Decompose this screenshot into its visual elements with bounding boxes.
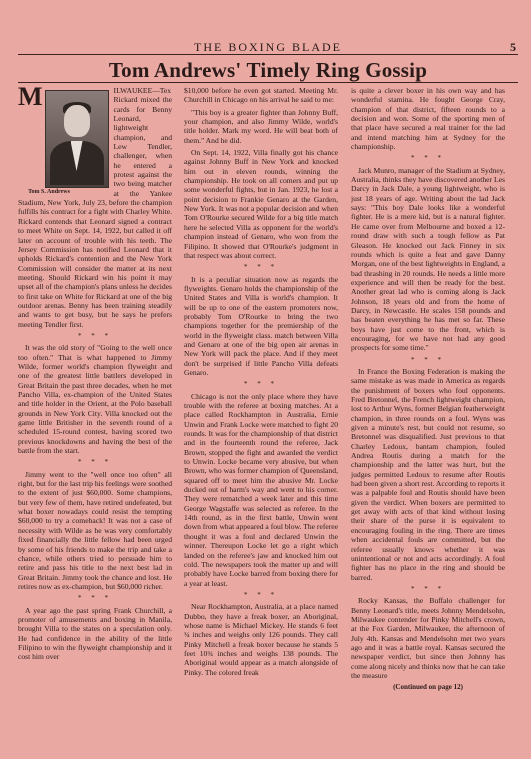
col3-paragraph-3: In France the Boxing Federation is making the same mistake as was made in America as regards the punishment of boxers who foul opponents. Fred Bretonnel, the French lightweight champion, lost to Arthur Wyns, former Belgian featherweight champion, in three rounds on a foul. Wyns was given a minute's rest, but could not resume, so Bretonnel was disqualified. Just previous to that Charley Ledoux, bantam champion, fouled Andrea Routis during a match for the championship and the latter was hurt, but the judges permitted Ledoux to resume after Routis had been given a short rest. According to reports it was a palpable foul and Routis should have been given the verdict. When boxers are permitted to get away with acts of that kind without losing their share of the purse it is equivalent to encouraging fouling in the ring. There are times when accidental fouls are committed, but the referee usually knows whether it was unintentional or not and acts accordingly. A foul fighter has no place in the ring and should be barred. — [351, 366, 505, 582]
separator: * * * — [244, 263, 278, 272]
col2-paragraph-5: Chicago is not the only place where they have trouble with the referee at boxing matches. At a place called Rockhampton in Australia, Ernie Unwin and Frank Locke were matched to fight 20 rounds. It was for the championship of that district and in the fourteenth round the referee, Jack Brown, stopped the fight and awarded the verdict to Unwin. Locke became very abusive, but when Brown, who was former champion of Queensland, squared off to meet him the abusive Mr. Locke ducked out of harm's way and went to his corner. They were rematched a week later and this time George Wagstaffe was selected as referee. In the 14th round, as in the first battle, Unwin went down from what appeared a foul blow. The referee thought it was a foul and declared Unwin the winner. Thereupon Locke let go a right which landed on the referee's jaw and knocked him out cold. The newspapers took the matter up and will probably have Locke barred from boxing there for a year at least. — [184, 391, 338, 588]
article-title: Tom Andrews' Timely Ring Gossip — [108, 58, 428, 82]
separator: * * * — [411, 154, 445, 163]
col1-paragraph-2: It was the old story of "Going to the well once too often." That is what happened to Jimmy Wilde, former world's champion flyweight and one of the greatest little battlers developed in Great Britain the past three decades, when he met Pancho Villa, ex-champion of the United States and title holder in the Orient, at the Polo baseball grounds in New York City. Villa knocked out the game little Britisher in the seventh round of a scheduled 15-round contest, having scored two previous knockdowns and having the best of the battle from the start. — [18, 343, 172, 456]
col3-paragraph-2: Jack Munro, manager of the Stadium at Sydney, Australia, thinks they have discovered another Les Darcy in Jack Dale, a young lightweight, who is just 18 years of age. Writing about the lad Jack says: "This boy Dale looks like a wonderful fighter. He is a mere kid, but is a natural fighter. He came over from Melbourne and boxed a 12-round draw with such a tough fellow as Pat Gleason. He knocked out Jack Finney in six rounds which is quite a feat and gave Danny Morgan, one of the best lightweights in England, a bad thrashing in 20 rounds. He needs a little more experience and will then be ready for the best. Another great lad who is coming along is Jack Johnson, 18 years old and from the home of Darcy, in Newcastle. He scales 158 pounds and has beaten everything he has met so far. These boys have just come to the front, which is encouraging, for we have not had any good prospects for some time." — [351, 165, 505, 353]
separator: * * * — [78, 458, 112, 467]
separator: * * * — [78, 594, 112, 603]
col2-paragraph-2: "This boy is a greater fighter than Johnny Buff, your champion, and also Jimmy Wilde, world's title holder. Mark my word. He will beat both of them." And he did. — [184, 107, 338, 145]
magazine-page — [18, 0, 518, 759]
column-1 — [18, 86, 172, 754]
drop-cap: M — [18, 86, 43, 111]
column-3 — [351, 86, 505, 754]
separator: * * * — [411, 584, 445, 593]
col2-paragraph-3: On Sept. 14, 1922, Villa finally got his chance against Johnny Buff in New York and knocked him out in eleven rounds, winning the championship. He took on all comers and put up some wonderful fights, but in Jan. 1923, he lost a point decision to Frankie Genaro at the Garden, New York. It was not a popular decision and when Tom O'Rourke secured Wilde for a big title match here he selected Villa as opponent for the world's champion instead of Genaro, who won from the Filipino. It showed that O'Rourke's judgment in that respect was about correct. — [184, 148, 338, 260]
column-2 — [184, 86, 338, 754]
header-rule — [18, 54, 518, 55]
separator: * * * — [244, 590, 278, 599]
page-number: 5 — [510, 40, 516, 54]
title-rule — [18, 82, 518, 83]
col2-paragraph-4: It is a peculiar situation now as regards the flyweights. Genaro holds the championship of the United States and Villa is world's champion. It will be up to one of the eastern promoters now, probably Tom O'Rourke to bring the two champions together for the premiership of the world in the flyweight class. match between Villa and Genaro at one of the big open air arenas in New York will pack the place. And if they meet don't be surprised if little Pancho Villa defeats Genaro. — [184, 274, 338, 377]
col1-paragraph-4: A year ago the past spring Frank Churchill, a promoter of amusements and boxing in Manila, brought Villa to the states on a speculation only. He had confidence in the ability of the little Filipino to win the flyweight championship and it cost him over — [18, 605, 172, 662]
col2-paragraph-6: Near Rockhampton, Australia, at a place named Dubbo, they have a freak boxer, an Aboriginal, whose name is Michael Mickey. He stands 6 feet ¾ inches and weighs only 126 pounds. They call Pinky Mitchell a freak boxer because he stands 5 feet 10¾ inches and weighs 138 pounds. The Aboriginal would appear as a match alongside of Pinky. The colored freak — [184, 602, 338, 677]
magazine-name: THE BOXING BLADE — [194, 40, 342, 54]
author-photo — [45, 90, 109, 188]
col3-paragraph-1: is quite a clever boxer in his own way and has wonderful stamina. He fought George Cray, champion of that district, fifteen rounds to a decision and won. Some of the sporting men of that place have secured a real trainer for the lad and intend matching him at Sydney for the championship. — [351, 86, 505, 152]
col2-paragraph-1: $10,000 before he even got started. Meeting Mr. Churchill in Chicago on his arrival he said to me: — [184, 86, 338, 105]
separator: * * * — [411, 355, 445, 364]
col3-paragraph-4: Rocky Kansas, the Buffalo challenger for Benny Leonard's title, meets Johnny Mendelsohn, Milwaukee contender for Pinky Mitchell's crown, at the Fox Garden, Milwaukee, the afternoon of July 4th. Kansas and Mendelsohn met two years ago and it was a battle royal. Kansas secured the newspaper verdict, but since then Johnny has come along nicely and thinks now that he can take the measure — [351, 596, 505, 680]
continued-note: (Continued on page 12) — [393, 683, 463, 692]
col1-paragraph-3: Jimmy went to the "well once too often" all right, but for the last trip his feelings were soothed to the extent of just $60,000. Some champions, but very few of them, have retired undefeated, but what boxer nowadays could resist the tempting $60,000 to try a comeback! It was not a case of necessity with Wilde as he was very comfortably fixed financially the little fellow had been urged by some of his friends to make the trip and take a chance, while others tried to persuade him to retire and pass his title to the next best lad in Great Britain. Jimmy took the chance and lost. He retires now as ex-champion, but $60,000 richer. — [18, 469, 172, 591]
photo-caption: Tom S. Andrews — [28, 189, 70, 195]
col1-paragraph-1: M Tom S. Andrews ILWAUKEE—Tex Rickard mixed the cards for Benny Leonard, lightweight champion, and Lew Tendler, challenger, when he entered a protest against the two being matcher at the Yankee Stadium, New York, July 23, before the champion fulfills his contract for a fight with Charley White. Rickard contends that Leonard signed a contract to meet White on Sept. 14, 1922, but called it off later on account of trouble with his teeth. The Jersey Commission has notified Leonard that it upholds Rickard's contention and the New York Commission will consider the matter at its next meeting. Should Rickard win his point it may upset all of the champion's plans unless he decides to first take on White for Rickard at one of the big outdoor arenas. Benny has been training steadily and wants to get busy, but he says he prefers meeting Tendler first. — [18, 86, 172, 329]
separator: * * * — [244, 380, 278, 389]
separator: * * * — [78, 331, 112, 340]
